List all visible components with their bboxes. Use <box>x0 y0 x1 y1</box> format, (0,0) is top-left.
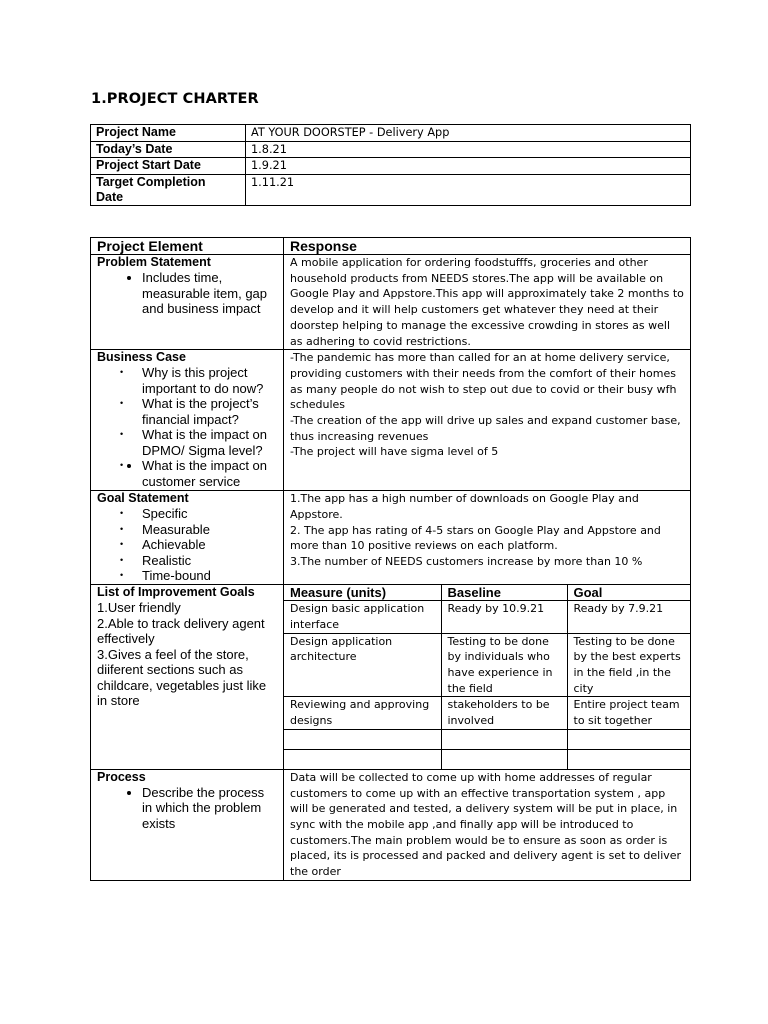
response-line: -The pandemic has more than called for an at home delivery service, providing customers with their needs from the comfort of their homes as many people do not wish to step out due to covid or their busy wfh schedules <box>290 351 677 412</box>
improvement-item: 1.User friendly <box>97 600 181 616</box>
goal-bullets <box>97 506 277 584</box>
info-label: Today’s Date <box>91 141 246 158</box>
process-row <box>91 769 691 880</box>
project-info-table <box>90 124 691 206</box>
measures-header-row <box>284 585 690 601</box>
empty-cell <box>441 729 567 749</box>
goal-cell: Entire project team to sit together <box>567 697 690 729</box>
response-line: 2. The app has rating of 4-5 stars on Google Play and Appstore and more than 10 positive reviews on each platform. <box>290 523 661 553</box>
response-line: 3.The number of NEEDS customers increase by more than 10 % <box>290 555 643 569</box>
info-row <box>91 125 691 142</box>
measure-cell: Design application architecture <box>284 633 441 697</box>
improvement-title: List of Improvement Goals <box>97 585 255 600</box>
measure-cell: Design basic application interface <box>284 601 441 633</box>
charter-table <box>90 237 691 881</box>
bullet-item: • Specific <box>142 506 277 522</box>
process-response: Data will be collected to come up with home addresses of regular customers to come up with an effective transportation system , app will be generated and tested, a delivery system will be put in place, in sync with the mobile app ,and finally app will be introduced to customers.The main problem would be to ensure as soon as order is placed, its is processed and packed and delivery agent is set to deliver the order <box>284 769 691 880</box>
response-line: -The project will have sigma level of 5 <box>290 445 499 459</box>
baseline-cell: Testing to be done by individuals who have experience in the field <box>441 633 567 697</box>
charter-header-row <box>91 238 691 255</box>
bullet-item: • Describe the process in which the problem exists <box>142 785 277 832</box>
improvement-item: 2.Able to track delivery agent effectively <box>97 615 265 647</box>
business-title: Business Case <box>97 350 186 365</box>
info-value: 1.9.21 <box>246 158 691 175</box>
bullet-item: • Realistic <box>142 553 277 569</box>
problem-cell <box>91 255 284 350</box>
goal-cell: Ready by 7.9.21 <box>567 601 690 633</box>
info-label: Project Start Date <box>91 158 246 175</box>
baseline-cell: stakeholders to be involved <box>441 697 567 729</box>
measures-table <box>284 585 690 769</box>
empty-cell <box>284 729 441 749</box>
improvement-cell <box>91 585 284 770</box>
col-header-response: Response <box>284 238 691 255</box>
process-bullets <box>97 785 277 832</box>
response-line: 1.The app has a high number of downloads on Google Play and Appstore. <box>290 492 639 521</box>
info-label: Project Name <box>91 125 246 142</box>
measures-empty-row <box>284 729 690 749</box>
improvement-item: 3.Gives a feel of the store, diiferent sections such as childcare, vegetables just like in store <box>97 646 267 709</box>
goal-response <box>284 491 691 585</box>
business-bullets <box>97 365 277 489</box>
empty-cell <box>567 729 690 749</box>
response-line: -The creation of the app will drive up sales and expand customer base, thus increasing revenues <box>290 414 681 443</box>
empty-cell <box>567 749 690 769</box>
process-cell <box>91 769 284 880</box>
business-cell <box>91 350 284 491</box>
bullet-item: • Measurable <box>142 522 277 538</box>
problem-response: A mobile application for ordering foodstufffs, groceries and other household products from NEEDS stores.The app will be available on Google Play and Appstore.This app will approximately take 2 months to develop and it will help customers get whatever they need at their doorstep helping to manage the excessive crowding in stores as well as adhering to covid restrictions. <box>284 255 691 350</box>
empty-cell <box>441 749 567 769</box>
info-row <box>91 158 691 175</box>
improvement-measures <box>284 585 691 770</box>
info-value: 1.8.21 <box>246 141 691 158</box>
goal-row <box>91 491 691 585</box>
empty-cell <box>284 749 441 769</box>
goal-title: Goal Statement <box>97 491 189 506</box>
problem-row <box>91 255 691 350</box>
goal-header: Goal <box>567 585 690 601</box>
col-header-element: Project Element <box>91 238 284 255</box>
info-row <box>91 175 691 206</box>
bullet-item: • Time-bound <box>142 568 277 584</box>
info-value: AT YOUR DOORSTEP - Delivery App <box>246 125 691 142</box>
baseline-cell: Ready by 10.9.21 <box>441 601 567 633</box>
measures-row <box>284 633 690 697</box>
bullet-item: • • What is the impact on customer service <box>142 458 277 489</box>
business-row <box>91 350 691 491</box>
measures-row <box>284 697 690 729</box>
bullet-item: • What is the project’s financial impact? <box>142 396 277 427</box>
page-title: 1.PROJECT CHARTER <box>91 91 259 107</box>
problem-bullets <box>97 270 277 317</box>
info-row <box>91 141 691 158</box>
baseline-header: Baseline <box>441 585 567 601</box>
goal-cell: Testing to be done by the best experts in the field ,in the city <box>567 633 690 697</box>
goal-cell <box>91 491 284 585</box>
measures-empty-row <box>284 749 690 769</box>
measure-header: Measure (units) <box>284 585 441 601</box>
bullet-item: • Achievable <box>142 537 277 553</box>
bullet-item: • What is the impact on DPMO/ Sigma level? <box>142 427 277 458</box>
measure-cell: Reviewing and approving designs <box>284 697 441 729</box>
improvement-row <box>91 585 691 770</box>
info-value: 1.11.21 <box>246 175 691 206</box>
process-title: Process <box>97 769 146 784</box>
bullet-item: • Why is this project important to do now? <box>142 365 277 396</box>
bullet-item: • Includes time, measurable item, gap and business impact <box>142 270 277 317</box>
measures-row <box>284 601 690 633</box>
problem-title: Problem Statement <box>97 255 211 269</box>
business-response <box>284 350 691 491</box>
info-label: Target Completion Date <box>91 175 246 206</box>
